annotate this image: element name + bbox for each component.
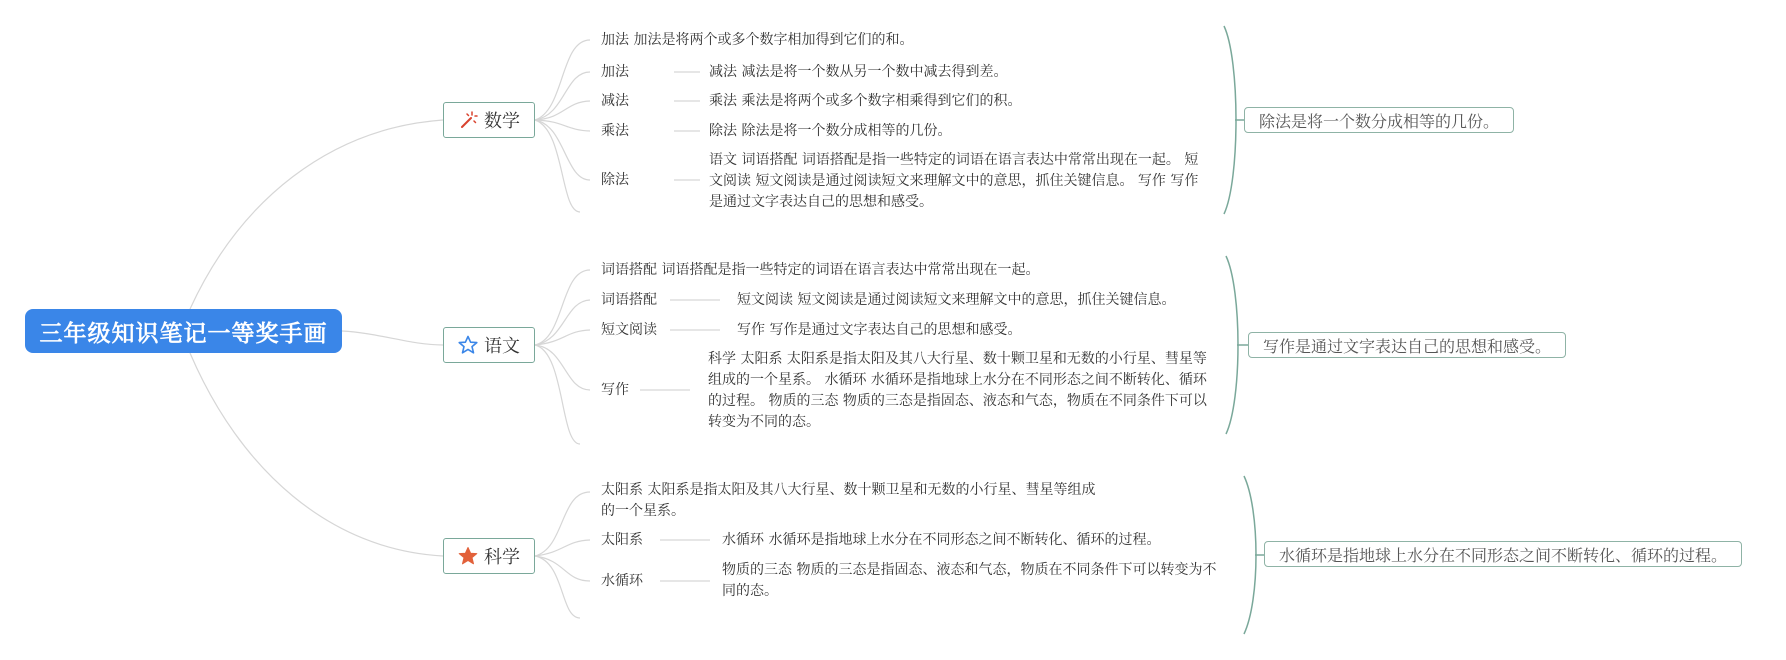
math-intro[interactable]: 加法 加法是将两个或多个数字相加得到它们的和。 [601,32,914,48]
topic-chinese-label: 语文 [484,336,520,357]
science-row-label[interactable]: 太阳系 [601,532,643,548]
summary-chinese[interactable]: 写作是通过文字表达自己的思想和感受。 [1248,332,1566,358]
chinese-intro[interactable]: 词语搭配 词语搭配是指一些特定的词语在语言表达中常常出现在一起。 [601,262,1040,278]
science-intro[interactable]: 太阳系 太阳系是指太阳及其八大行星、数十颗卫星和无数的小行星、彗星等组成的一个星系。 [601,482,1096,519]
math-row-text[interactable]: 语文 词语搭配 词语搭配是指一些特定的词语在语言表达中常常出现在一起。 短文阅读 短文阅读是通过阅读短文来理解文中的意思，抓住关键信息。 写作 写作是通过文字表达自己的思想和感受。 [709,152,1199,210]
star-filled-icon [458,546,478,566]
topic-science-label: 科学 [484,547,520,568]
summary-math[interactable]: 除法是将一个数分成相等的几份。 [1244,107,1514,133]
topic-science[interactable] [443,538,535,574]
math-row-label[interactable]: 加法 [601,64,629,80]
summary-bracket-math [1224,26,1236,214]
math-row-text[interactable]: 乘法 乘法是将两个或多个数字相乘得到它们的积。 [709,93,1022,109]
science-row-label[interactable]: 水循环 [601,573,643,589]
math-row-text[interactable]: 减法 减法是将一个数从另一个数中减去得到差。 [709,64,1008,80]
science-row-text[interactable]: 水循环 水循环是指地球上水分在不同形态之间不断转化、循环的过程。 [722,532,1161,548]
summary-science[interactable]: 水循环是指地球上水分在不同形态之间不断转化、循环的过程。 [1264,541,1742,567]
summary-bracket-science [1244,476,1256,634]
chinese-row-label[interactable]: 写作 [601,382,629,398]
math-row-label[interactable]: 除法 [601,172,629,188]
root-topic[interactable]: 三年级知识笔记一等奖手画 [25,309,342,353]
star-outline-icon [458,335,478,355]
topic-math[interactable] [443,102,535,138]
topic-math-label: 数学 [484,111,520,132]
topic-chinese[interactable] [443,327,535,363]
math-row-text[interactable]: 除法 除法是将一个数分成相等的几份。 [709,123,952,139]
chinese-row-text[interactable]: 写作 写作是通过文字表达自己的思想和感受。 [737,322,1022,338]
chinese-row-label[interactable]: 词语搭配 [601,292,657,308]
link-root-math [190,120,443,309]
math-row-label[interactable]: 减法 [601,93,629,109]
chinese-row-text[interactable]: 短文阅读 短文阅读是通过阅读短文来理解文中的意思，抓住关键信息。 [737,292,1176,308]
science-row-text[interactable]: 物质的三态 物质的三态是指固态、液态和气态，物质在不同条件下可以转变为不同的态。 [722,562,1217,599]
chinese-row-label[interactable]: 短文阅读 [601,322,657,338]
summary-bracket-chinese [1226,256,1238,434]
math-row-label[interactable]: 乘法 [601,123,629,139]
chinese-row-text[interactable]: 科学 太阳系 太阳系是指太阳及其八大行星、数十颗卫星和无数的小行星、彗星等组成的一个星系。 水循环 水循环是指地球上水分在不同形态之间不断转化、循环的过程。 物质的三态 物质的三态是指固态、液态和气态，物质在不同条件下可以转变为不同的态。 [708,351,1207,430]
link-root-chinese [342,331,443,345]
magic-wand-icon [458,110,478,130]
link-root-science [190,353,443,556]
